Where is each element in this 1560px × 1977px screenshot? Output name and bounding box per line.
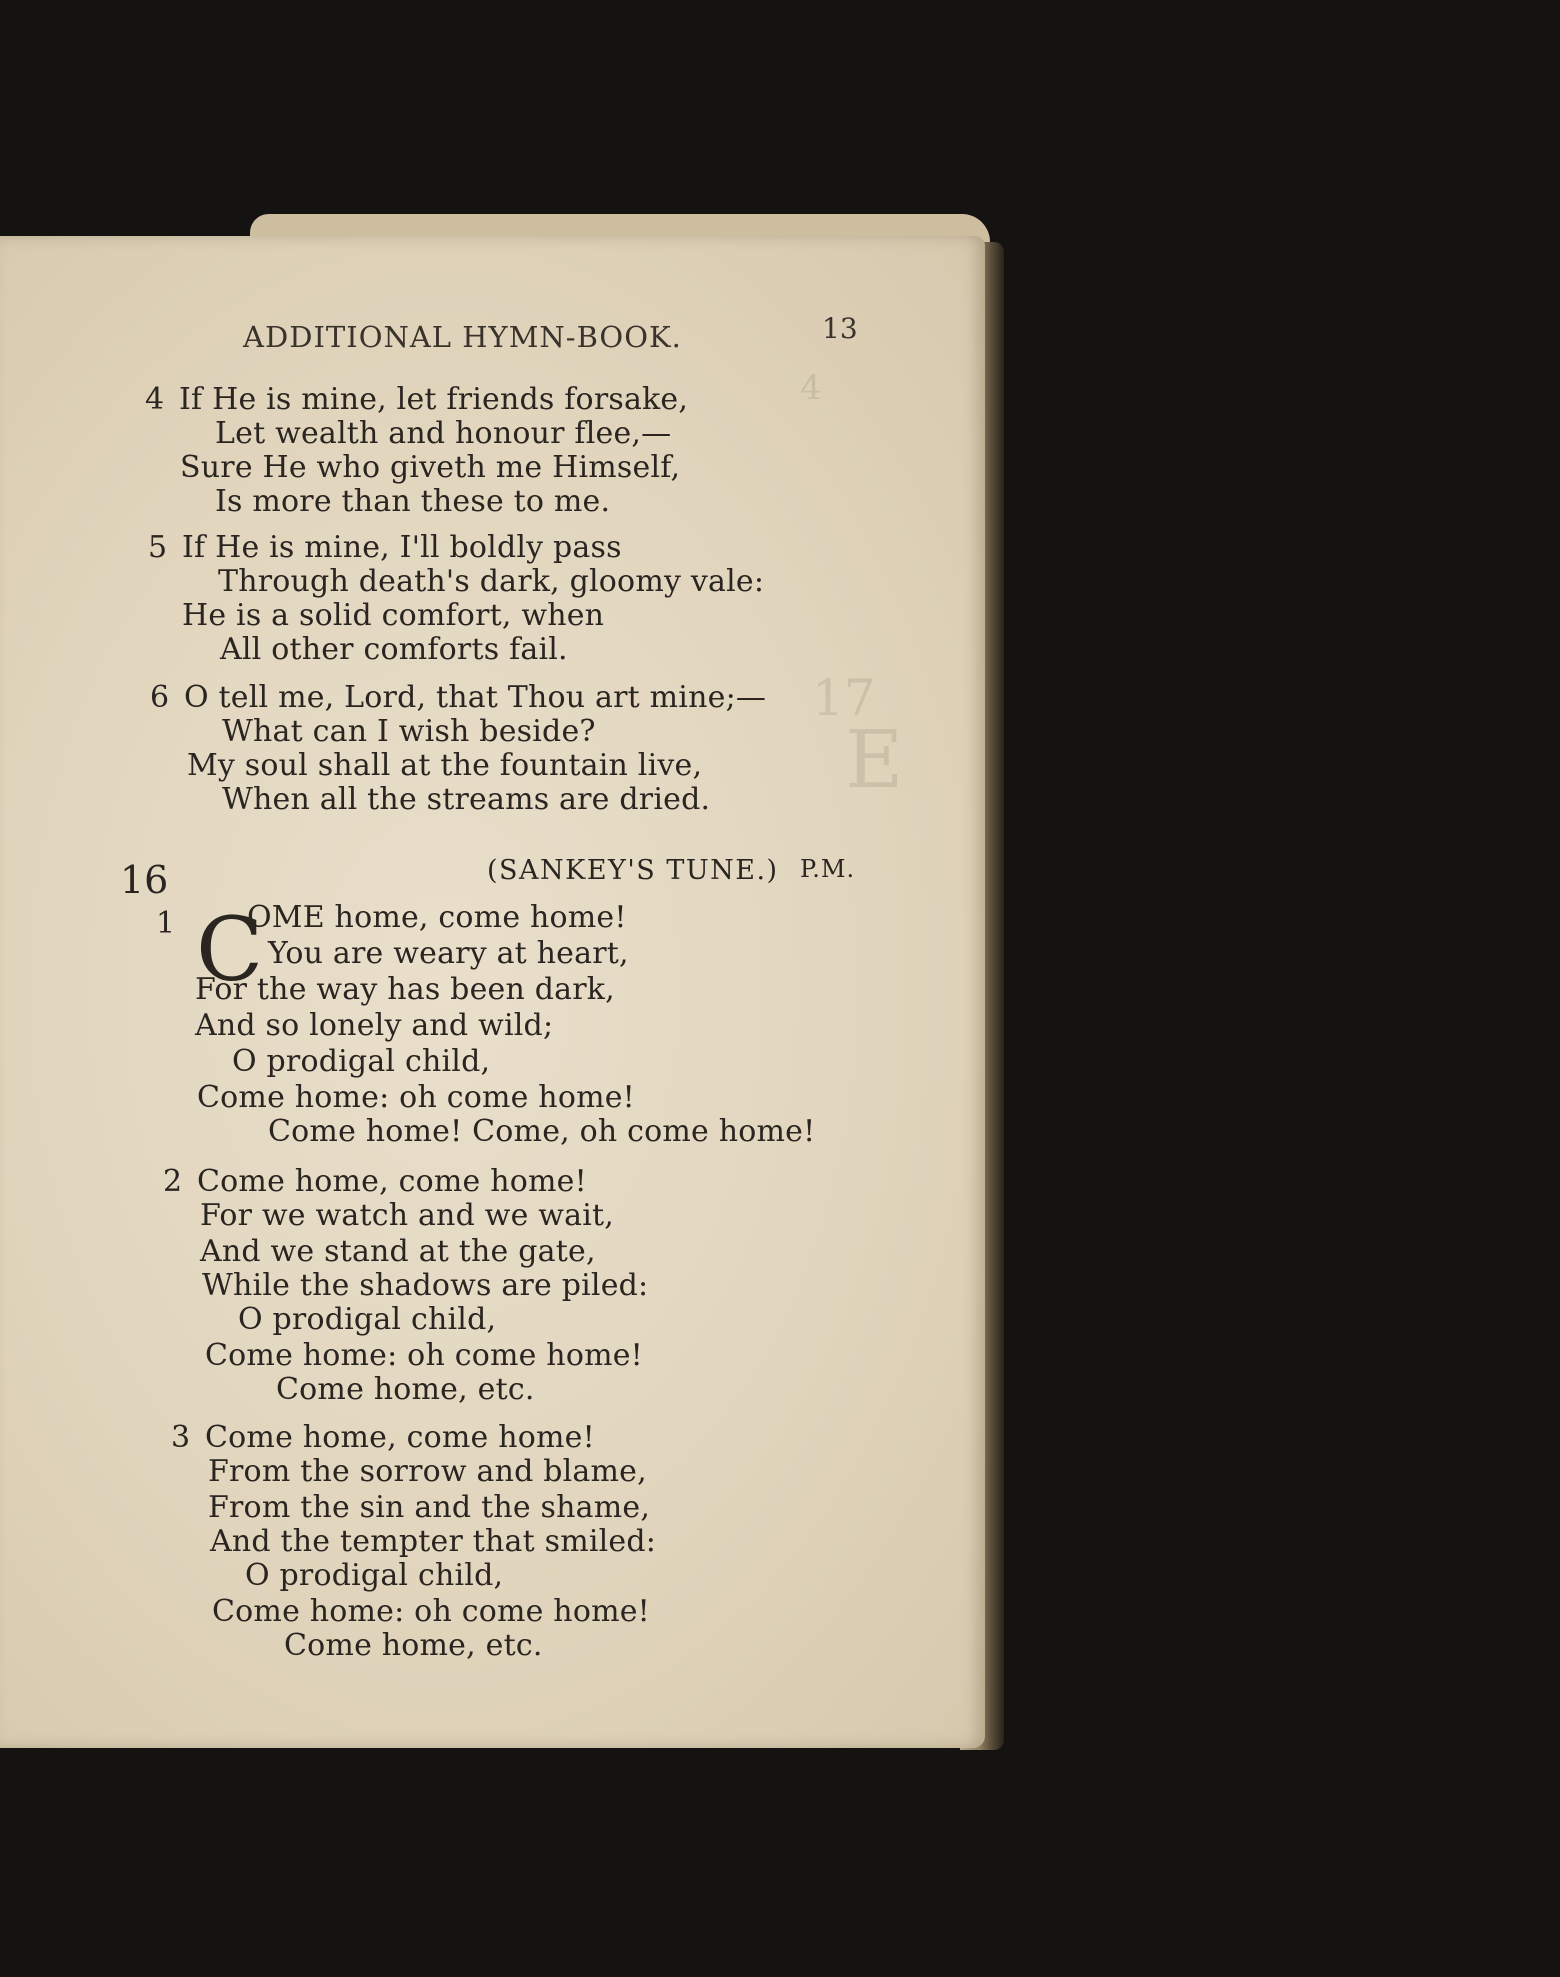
verse-line: All other comforts fail. xyxy=(220,632,568,667)
verse-line: 2 Come home, come home! xyxy=(163,1164,587,1199)
bleed-through-mark: 4 xyxy=(800,368,822,408)
hymn-number: 16 xyxy=(120,858,169,902)
verse-line: Sure He who giveth me Himself, xyxy=(180,450,681,485)
verse-line: Come home, etc. xyxy=(284,1628,543,1663)
verse-line: 3 Come home, come home! xyxy=(171,1420,595,1455)
verse-line: For the way has been dark, xyxy=(195,972,615,1007)
verse-line: He is a solid comfort, when xyxy=(182,598,605,633)
drop-cap: C xyxy=(196,898,264,1001)
verse-line: Come home: oh come home! xyxy=(212,1594,650,1629)
verse-number: 2 xyxy=(163,1164,183,1199)
verse-line: What can I wish beside? xyxy=(222,714,596,749)
verse-number: 6 xyxy=(150,680,170,715)
verse-line: Come home! Come, oh come home! xyxy=(268,1114,816,1149)
verse-number: 3 xyxy=(171,1420,191,1455)
verse-line: And the tempter that smiled: xyxy=(210,1524,657,1559)
verse-number: 5 xyxy=(148,530,168,565)
verse-line: From the sin and the shame, xyxy=(208,1490,651,1525)
verse-line: Through death's dark, gloomy vale: xyxy=(218,564,765,599)
verse-line: My soul shall at the fountain live, xyxy=(187,748,703,783)
verse-line: From the sorrow and blame, xyxy=(208,1454,647,1489)
verse-line: Come home, etc. xyxy=(276,1372,535,1407)
verse-number: 1 xyxy=(156,906,176,941)
verse-line: And so lonely and wild; xyxy=(195,1008,554,1043)
verse-line: O prodigal child, xyxy=(238,1302,497,1337)
verse-line: For we watch and we wait, xyxy=(200,1198,615,1233)
verse-line: You are weary at heart, xyxy=(268,936,629,971)
verse-line: Come home: oh come home! xyxy=(205,1338,643,1373)
verse-line: While the shadows are piled: xyxy=(202,1268,649,1303)
meter: P.M. xyxy=(800,855,856,883)
verse-number: 4 xyxy=(145,382,165,417)
verse-line: Come home: oh come home! xyxy=(197,1080,635,1115)
verse-line: And we stand at the gate, xyxy=(200,1234,596,1269)
verse-line: Let wealth and honour flee,— xyxy=(215,416,672,451)
verse-line: When all the streams are dried. xyxy=(222,782,711,817)
running-title: ADDITIONAL HYMN-BOOK. xyxy=(243,320,682,354)
bleed-through-mark: E xyxy=(845,713,904,806)
verse-line: 4 If He is mine, let friends forsake, xyxy=(145,382,689,417)
verse-line: 6 O tell me, Lord, that Thou art mine;— xyxy=(150,680,767,715)
verse-line: O prodigal child, xyxy=(245,1558,504,1593)
verse-line: Is more than these to me. xyxy=(215,484,611,519)
page-number: 13 xyxy=(822,312,858,345)
verse-line: 5 If He is mine, I'll boldly pass xyxy=(148,530,622,565)
tune-name: (SANKEY'S TUNE.) xyxy=(487,855,779,886)
bleed-through-mark: 17 xyxy=(812,669,876,727)
verse-line: O prodigal child, xyxy=(232,1044,491,1079)
verse-line: OME home, come home! xyxy=(247,900,627,935)
